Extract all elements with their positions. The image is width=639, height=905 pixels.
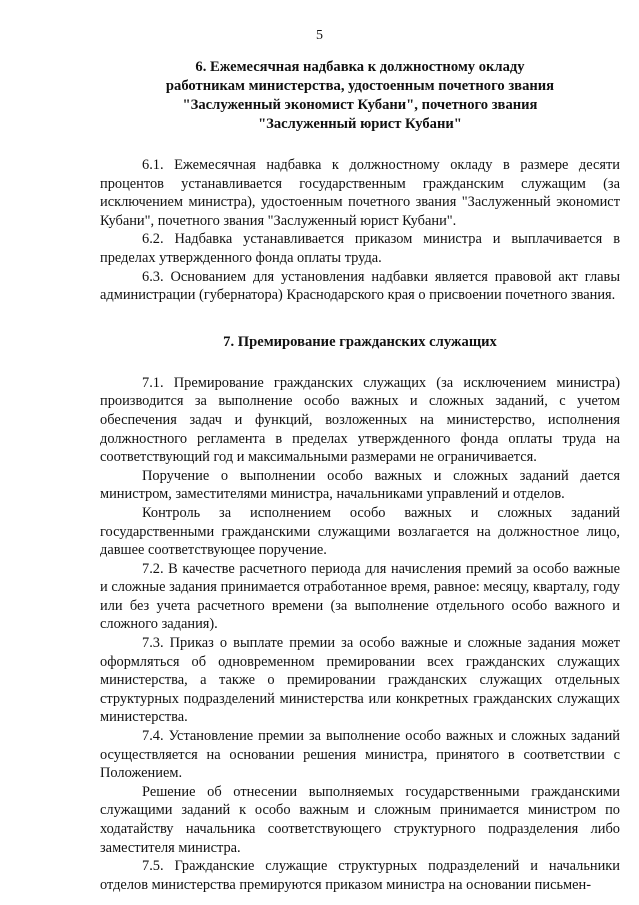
paragraph-7-5: 7.5. Гражданские служащие структурных подразделений и начальники отделов министерства премируются приказом министра на основании письмен- <box>100 858 620 893</box>
section-6-title-line: 6. Ежемесячная надбавка к должностному окладу <box>195 59 525 75</box>
page-number: 5 <box>316 28 323 43</box>
paragraph-6-3: 6.3. Основанием для установления надбавки является правовой акт главы администрации (губернатора) Краснодарского края о присвоении почетного звания. <box>100 268 620 304</box>
paragraph-6-2: 6.2. Надбавка устанавливается приказом министра и выплачивается в пределах утвержденного фонда оплаты труда. <box>100 231 620 266</box>
section-7-title: 7. Премирование гражданских служащих <box>223 333 497 350</box>
paragraph-7-4-decision: Решение об отнесении выполняемых государственными гражданскими служащими заданий к особо важным и сложным принимается министром по ходатайству начальника соответствующего структурного подразделения либо заместителя министра. <box>100 783 620 856</box>
paragraph-7-3: 7.3. Приказ о выплате премии за особо важные и сложные задания может оформляться об одновременном премировании всех гражданских служащих министерства, а также о премировании гражданских служащих отдельных структурных подразделений министерства или конкретных гражданских служащих министерства. <box>100 635 620 726</box>
page-content <box>100 58 620 894</box>
section-6-title <box>100 58 620 134</box>
section-6-title-line: работникам министерства, удостоенным почетного звания <box>165 78 555 94</box>
spacer <box>100 352 620 374</box>
paragraph-7-1-assignment: Поручение о выполнении особо важных и сложных заданий дается министром, заместителями министра, начальниками управлений и отделов. <box>100 467 620 503</box>
paragraph-7-1-control: Контроль за исполнением особо важных и сложных заданий государственными гражданскими служащими возлагается на должностное лицо, давшее соответствующее поручение. <box>100 504 620 559</box>
paragraph-7-4: 7.4. Установление премии за выполнение особо важных и сложных заданий осуществляется на основании решения министра, принятого в соответствии с Положением. <box>100 728 620 782</box>
paragraph-7-2: 7.2. В качестве расчетного периода для начисления премий за особо важные и сложные задания принимается отработанное время, равное: месяцу, кварталу, году или без учета расчетного времени (за выполнение отдельного особо важного и сложного задания). <box>100 560 620 633</box>
spacer <box>100 134 620 156</box>
paragraph-7-1: 7.1. Премирование гражданских служащих (за исключением министра) производится за выполнение особо важных и сложных заданий, с учетом обеспечения задач и функций, возложенных на министерство, исполнения должностного регламента в пределах утвержденного фонда оплаты труда на соответствующий год и максимальными размерами не ограничивается. <box>100 374 620 466</box>
section-6-title-line: "Заслуженный экономист Кубани", почетного звания <box>182 97 538 113</box>
section-6-title-line: "Заслуженный юрист Кубани" <box>258 116 462 132</box>
paragraph-6-1: 6.1. Ежемесячная надбавка к должностному окладу в размере десяти процентов устанавливается государственным гражданским служащим (за исключением министра), удостоенным почетного звания "Заслуженный экономист Кубани", почетного звания "Заслуженный юрист Кубани". <box>100 157 620 229</box>
spacer <box>100 305 620 333</box>
